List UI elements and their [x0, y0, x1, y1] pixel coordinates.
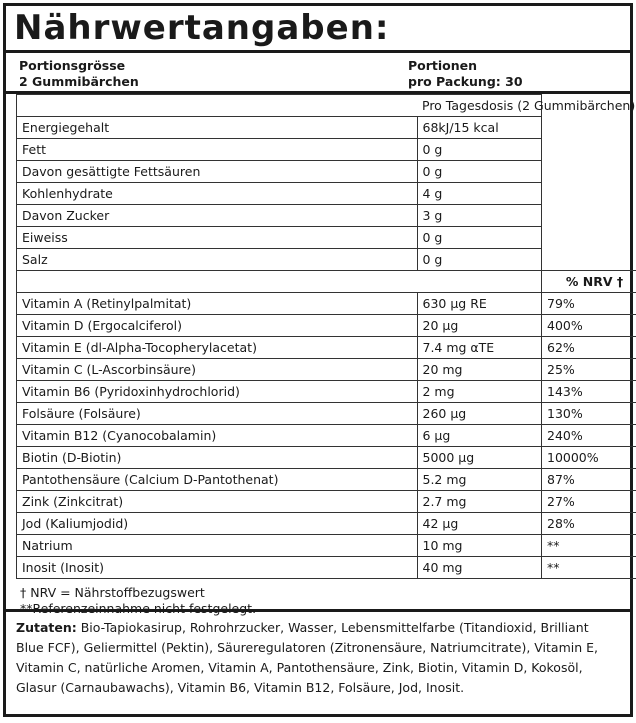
vitamin-nrv: 87% [542, 469, 636, 491]
vitamin-row [17, 337, 636, 359]
nutrient-name: Salz [17, 249, 418, 271]
vitamin-nrv: ** [542, 535, 636, 557]
nutrient-row [17, 205, 636, 227]
nutrient-row [17, 249, 636, 271]
vitamin-name: Inosit (Inosit) [17, 557, 418, 579]
nutrient-value: 3 g [417, 205, 542, 227]
nutrient-row [17, 227, 636, 249]
vitamin-row [17, 359, 636, 381]
vitamin-nrv: 25% [542, 359, 636, 381]
vitamin-row [17, 447, 636, 469]
vitamin-name: Jod (Kaliumjodid) [17, 513, 418, 535]
vitamin-name: Pantothensäure (Calcium D-Pantothenat) [17, 469, 418, 491]
vitamin-name: Folsäure (Folsäure) [17, 403, 418, 425]
servings-value: pro Packung: 30 [408, 74, 523, 90]
vitamin-row [17, 315, 636, 337]
ingredients-text: Bio-Tapiokasirup, Rohrohrzucker, Wasser, Lebensmittelfarbe (Titandioxid, Brilliant Blue FCF), Geliermittel (Pektin), Säureregulatoren (Zitronensäure, Natriumcitrate), Vitamin E, Vitamin C, natürliche Aromen, Vitamin A, Pantothensäure, Zink, Biotin, Vitamin D, Kokosöl, Glasur (Carnaubawachs), Vitamin B6, Vitamin B12, Folsäure, Jod, Inosit. [16, 620, 598, 695]
vitamin-row [17, 425, 636, 447]
vitamin-row [17, 557, 636, 579]
nutrient-name: Davon gesättigte Fettsäuren [17, 161, 418, 183]
vitamin-name: Zink (Zinkcitrat) [17, 491, 418, 513]
nutrition-table [16, 94, 636, 579]
nrv-header-row [17, 271, 636, 293]
nutrient-name: Eiweiss [17, 227, 418, 249]
nutrient-name: Davon Zucker [17, 205, 418, 227]
vitamin-value: 260 µg [417, 403, 542, 425]
vitamin-row [17, 491, 636, 513]
servings-per-pack [408, 58, 523, 90]
vitamin-nrv: 62% [542, 337, 636, 359]
vitamin-value: 5000 µg [417, 447, 542, 469]
table-header: Pro Tagesdosis (2 Gummibärchen) [422, 98, 635, 113]
vitamin-value: 40 mg [417, 557, 542, 579]
vitamin-name: Vitamin D (Ergocalciferol) [17, 315, 418, 337]
vitamin-nrv: 143% [542, 381, 636, 403]
vitamin-nrv: 240% [542, 425, 636, 447]
vitamin-nrv: ** [542, 557, 636, 579]
vitamin-row [17, 381, 636, 403]
vitamin-name: Biotin (D-Biotin) [17, 447, 418, 469]
nutrient-row [17, 139, 636, 161]
nutrient-name: Kohlenhydrate [17, 183, 418, 205]
vitamin-row [17, 403, 636, 425]
nutrient-value: 0 g [417, 227, 542, 249]
ingredients-label: Zutaten: [16, 620, 77, 635]
nutrient-row [17, 183, 636, 205]
vitamin-name: Vitamin B12 (Cyanocobalamin) [17, 425, 418, 447]
vitamin-value: 10 mg [417, 535, 542, 557]
vitamin-name: Vitamin E (dl-Alpha-Tocopherylacetat) [17, 337, 418, 359]
nrv-header: % NRV † [542, 271, 636, 293]
table-header-row [17, 95, 636, 117]
vitamin-name: Vitamin B6 (Pyridoxinhydrochlorid) [17, 381, 418, 403]
vitamin-row [17, 469, 636, 491]
footnote-nrv: † NRV = Nährstoffbezugswert [20, 585, 630, 601]
vitamin-row [17, 535, 636, 557]
vitamin-nrv: 27% [542, 491, 636, 513]
vitamin-nrv: 400% [542, 315, 636, 337]
label-title: Nährwertangaben: [6, 6, 630, 50]
vitamin-name: Vitamin A (Retinylpalmitat) [17, 293, 418, 315]
vitamin-value: 20 µg [417, 315, 542, 337]
vitamin-value: 5.2 mg [417, 469, 542, 491]
vitamin-name: Natrium [17, 535, 418, 557]
serving-size [19, 58, 139, 90]
footnote-reference: **Referenzeinnahme nicht festgelegt. [20, 601, 630, 617]
vitamin-name: Vitamin C (L-Ascorbinsäure) [17, 359, 418, 381]
nutrient-value: 68kJ/15 kcal [417, 117, 542, 139]
vitamin-value: 2 mg [417, 381, 542, 403]
vitamin-value: 7.4 mg αTE [417, 337, 542, 359]
vitamin-nrv: 10000% [542, 447, 636, 469]
vitamin-nrv: 28% [542, 513, 636, 535]
ingredients [6, 609, 630, 714]
nutrient-value: 4 g [417, 183, 542, 205]
servings-label: Portionen [408, 58, 523, 74]
serving-info [6, 50, 630, 94]
vitamin-value: 20 mg [417, 359, 542, 381]
vitamin-row [17, 513, 636, 535]
vitamin-value: 6 µg [417, 425, 542, 447]
vitamin-value: 630 µg RE [417, 293, 542, 315]
vitamin-nrv: 79% [542, 293, 636, 315]
nutrient-name: Fett [17, 139, 418, 161]
nutrient-row [17, 117, 636, 139]
nutrient-row [17, 161, 636, 183]
serving-size-label: Portionsgrösse [19, 58, 139, 74]
nutrient-value: 0 g [417, 161, 542, 183]
vitamin-value: 2.7 mg [417, 491, 542, 513]
nutrient-value: 0 g [417, 139, 542, 161]
vitamin-row [17, 293, 636, 315]
vitamin-value: 42 µg [417, 513, 542, 535]
nutrient-name: Energiegehalt [17, 117, 418, 139]
nutrient-value: 0 g [417, 249, 542, 271]
nutrition-label [3, 3, 633, 717]
serving-size-value: 2 Gummibärchen [19, 74, 139, 90]
vitamin-nrv: 130% [542, 403, 636, 425]
